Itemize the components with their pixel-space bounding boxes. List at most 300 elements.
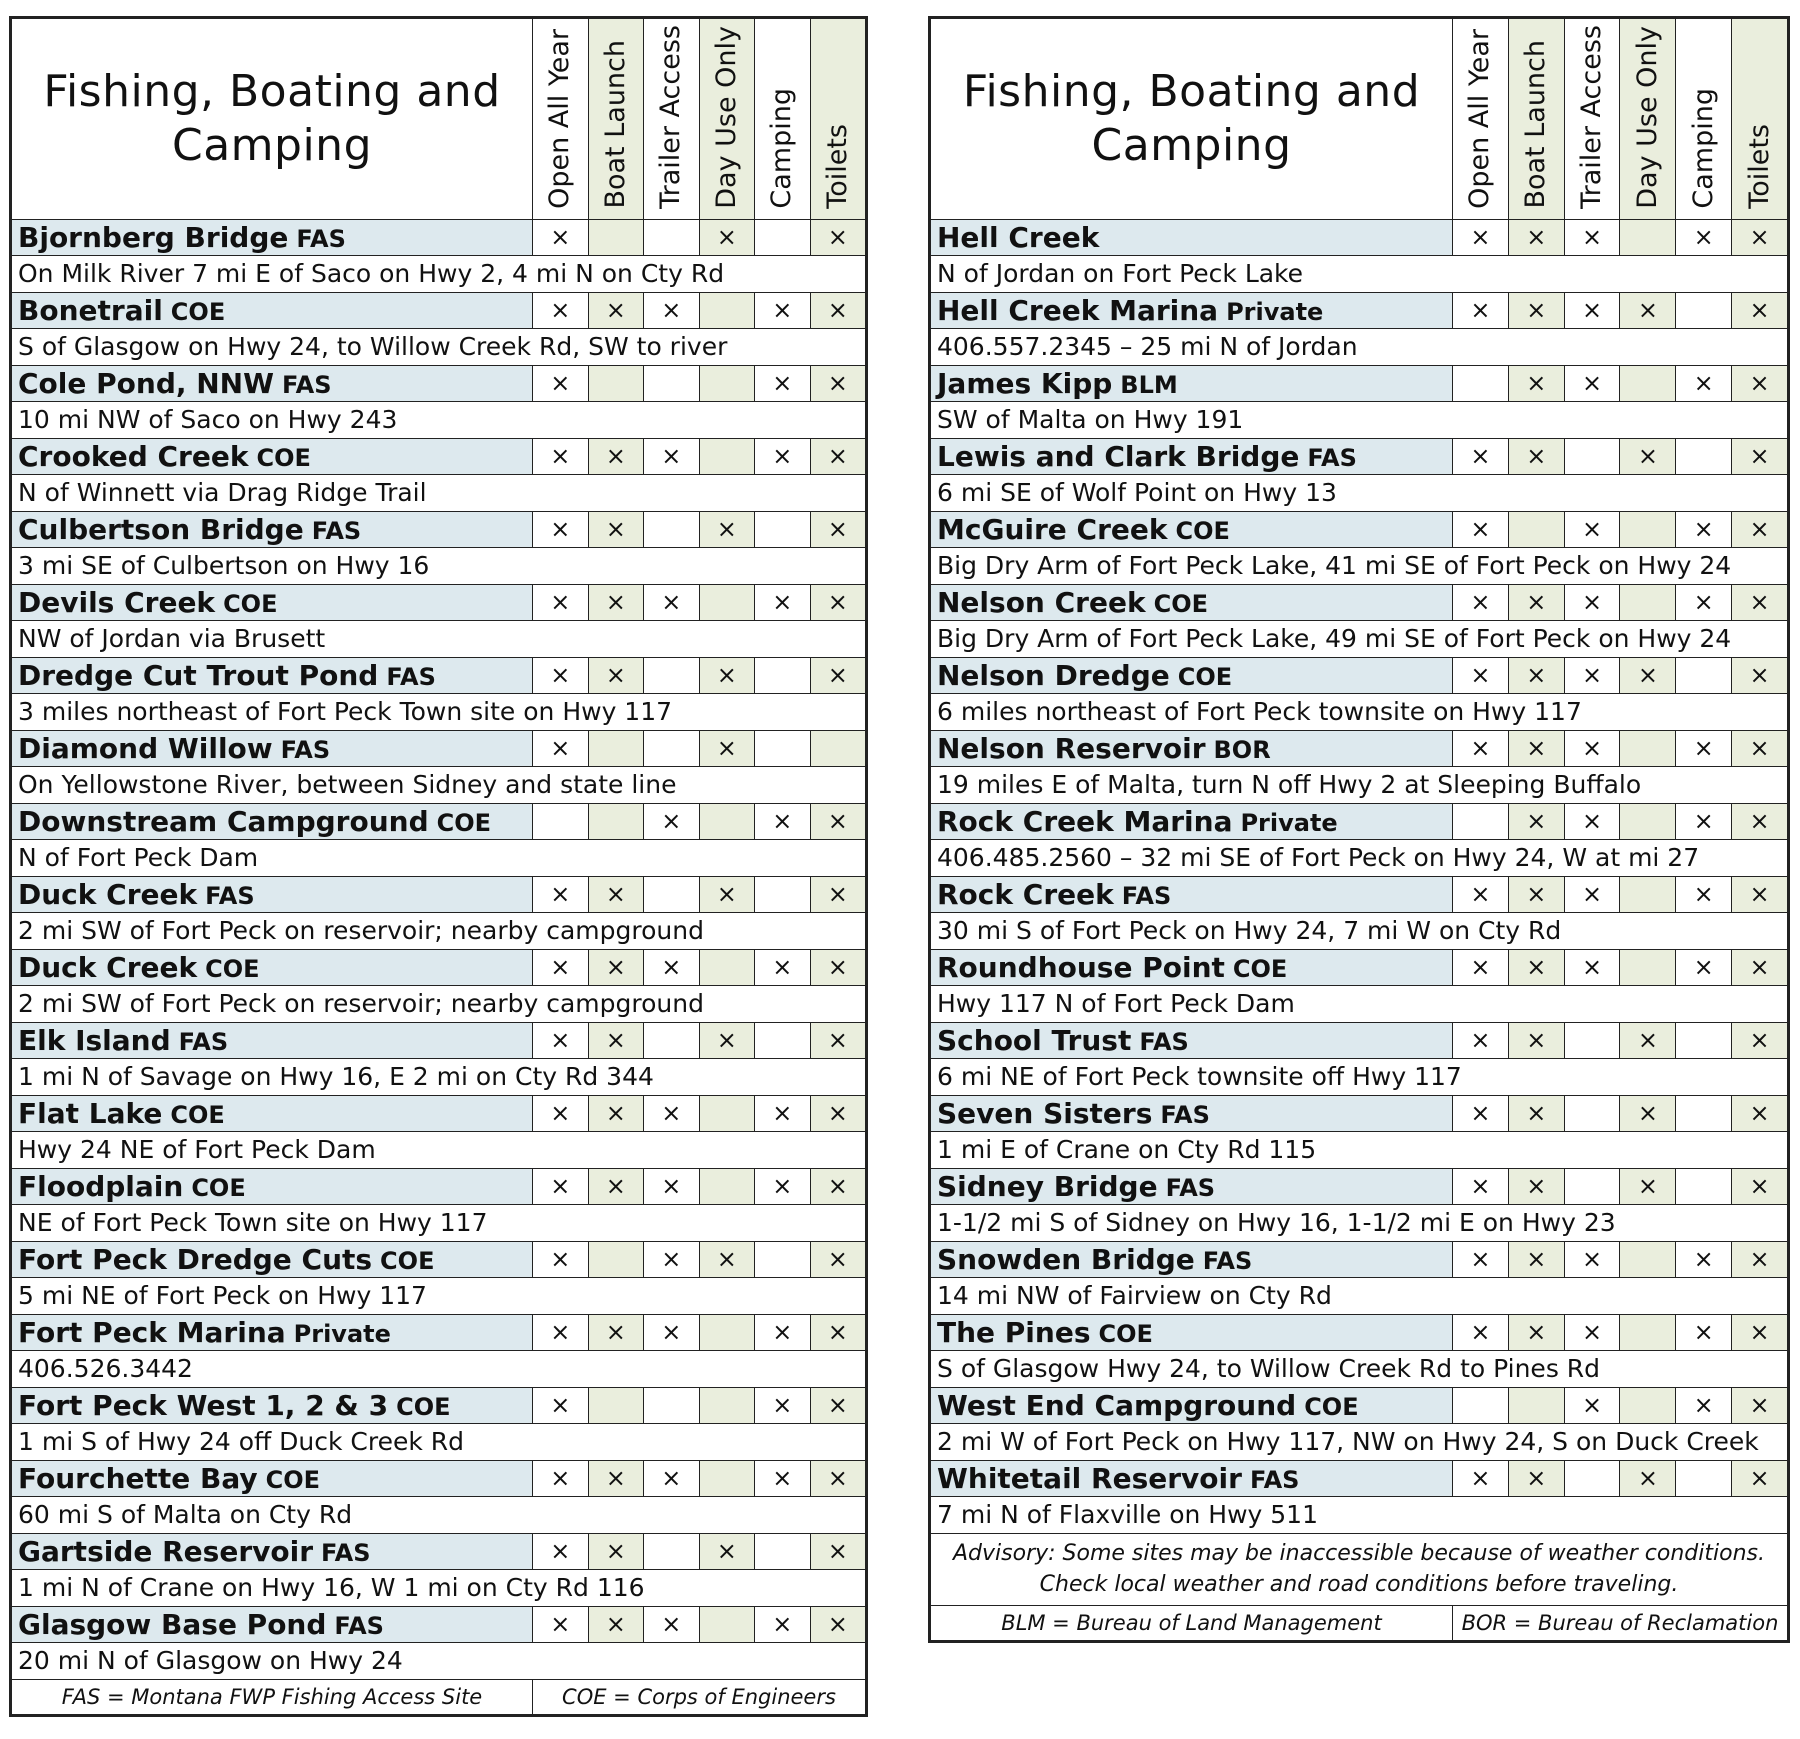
site-row [931,1460,1788,1496]
site-description: 1 mi E of Crane on Cty Rd 115 [931,1131,1788,1168]
check-mark: × [550,1318,571,1347]
amenity-mark [1564,584,1620,620]
site-name: Bonetrail [18,293,163,327]
check-mark: × [661,1610,682,1639]
site-description: 10 mi NW of Saco on Hwy 243 [12,401,866,438]
amenity-mark [533,1241,589,1277]
amenity-mark [1676,365,1732,401]
amenity-mark [1508,511,1564,547]
check-mark: × [1470,588,1491,617]
amenity-mark [588,365,644,401]
site-row [12,876,866,912]
site-description-row [931,1277,1788,1314]
site-agency: FAS [311,516,362,545]
check-mark: × [1749,223,1770,252]
site-description-row [931,1496,1788,1533]
amenity-mark [533,219,589,255]
check-mark: × [1582,661,1603,690]
amenity-mark [588,438,644,474]
amenity-mark [533,365,589,401]
site-description-row [12,1204,866,1241]
check-mark: × [1526,1318,1547,1347]
amenity-mark [755,803,811,839]
site-agency: COE [396,1392,451,1421]
right-panel [928,16,1790,1643]
amenity-mark [1620,657,1676,693]
site-name: Glasgow Base Pond [18,1607,327,1641]
check-mark: × [1582,1318,1603,1347]
check-mark: × [1470,953,1491,982]
site-name: Downstream Campground [18,804,429,838]
amenity-mark [1676,584,1732,620]
check-mark: × [827,1391,848,1420]
amenity-mark [755,584,811,620]
check-mark: × [1693,807,1714,836]
check-mark: × [1693,1391,1714,1420]
site-agency: FAS [178,1027,229,1056]
site-name: Elk Island [18,1023,171,1057]
check-mark: × [605,442,626,471]
amenity-mark [1620,1022,1676,1058]
amenity-mark [1453,1022,1509,1058]
amenity-mark [1732,1387,1788,1423]
check-mark: × [605,296,626,325]
amenity-mark [699,438,755,474]
check-mark: × [605,1610,626,1639]
check-mark: × [605,1537,626,1566]
amenity-mark [699,219,755,255]
amenity-mark [755,1606,811,1642]
check-mark: × [1637,1172,1658,1201]
check-mark: × [827,1537,848,1566]
check-mark: × [716,734,737,763]
amenity-mark [1564,292,1620,328]
amenity-mark [1564,1022,1620,1058]
site-name-cell [931,949,1453,985]
site-description-row [12,255,866,292]
amenity-mark [1676,1314,1732,1350]
site-agency: FAS [1121,881,1172,910]
site-agency: COE [1175,516,1230,545]
check-mark: × [1526,223,1547,252]
check-mark: × [605,953,626,982]
site-description-row [12,328,866,365]
amenity-mark [1732,1168,1788,1204]
site-description-row [12,1642,866,1679]
amenity-mark [588,730,644,766]
check-mark: × [827,661,848,690]
table-title: Fishing, Boating and Camping [931,19,1453,220]
amenity-mark [1508,365,1564,401]
site-description: 3 miles northeast of Fort Peck Town site on Hwy 117 [12,693,866,730]
site-description-row [931,693,1788,730]
site-name-cell [931,292,1453,328]
check-mark: × [1470,1245,1491,1274]
amenity-mark [588,1095,644,1131]
site-row [12,1606,866,1642]
check-mark: × [605,588,626,617]
amenity-mark [588,511,644,547]
site-name-cell [931,803,1453,839]
site-agency: FAS [205,881,255,910]
check-mark: × [550,223,571,252]
check-mark: × [772,588,793,617]
check-mark: × [1637,1099,1658,1128]
check-mark: × [1470,1318,1491,1347]
check-mark: × [1749,880,1770,909]
site-name: Fourchette Bay [18,1461,258,1495]
site-agency: FAS [1307,443,1357,472]
site-name: Nelson Reservoir [937,731,1206,765]
check-mark: × [550,515,571,544]
check-mark: × [716,1245,737,1274]
advisory-row [931,1533,1788,1605]
site-name: Dredge Cut Trout Pond [18,658,379,692]
check-mark: × [1749,1391,1770,1420]
check-mark: × [1526,734,1547,763]
site-name: Fort Peck West 1, 2 & 3 [18,1388,389,1422]
check-mark: × [605,880,626,909]
check-mark: × [827,1318,848,1347]
amenity-mark [810,803,866,839]
site-name-cell [931,438,1453,474]
amenity-mark [644,1095,700,1131]
site-description-row [12,1569,866,1606]
amenity-mark [1564,1387,1620,1423]
amenity-mark [1453,1460,1509,1496]
site-row [12,584,866,620]
legend-blm: BLM = Bureau of Land Management [931,1605,1453,1640]
check-mark: × [605,1464,626,1493]
site-name-cell [12,1460,533,1496]
amenity-mark [1453,949,1509,985]
amenity-mark [1620,438,1676,474]
site-description-row [931,912,1788,949]
site-row [931,584,1788,620]
site-name-cell [12,584,533,620]
amenity-mark [588,1533,644,1569]
check-mark: × [1749,661,1770,690]
site-name-cell [931,1241,1453,1277]
amenity-mark [588,657,644,693]
check-mark: × [772,1172,793,1201]
amenity-mark [1676,1387,1732,1423]
amenity-mark [533,949,589,985]
check-mark: × [1693,588,1714,617]
site-name: Sidney Bridge [937,1169,1158,1203]
check-mark: × [772,369,793,398]
check-mark: × [661,953,682,982]
check-mark: × [661,1099,682,1128]
site-name-cell [931,511,1453,547]
check-mark: × [716,661,737,690]
check-mark: × [1470,661,1491,690]
amenity-mark [699,1241,755,1277]
check-mark: × [1749,1026,1770,1055]
amenity-mark [755,1241,811,1277]
amenity-mark [1564,1168,1620,1204]
site-row [931,1387,1788,1423]
site-agency: Private [1240,808,1338,837]
site-description: N of Jordan on Fort Peck Lake [931,255,1788,292]
amenity-mark [1732,730,1788,766]
site-name-cell [12,1168,533,1204]
check-mark: × [1526,880,1547,909]
amenity-mark [1508,730,1564,766]
column-header-boat-launch: Boat Launch [588,19,644,220]
amenity-mark [1676,1168,1732,1204]
column-header-trailer-access: Trailer Access [1564,19,1620,220]
site-description-row [12,1496,866,1533]
check-mark: × [827,1464,848,1493]
table-header [931,19,1788,220]
site-agency: FAS [282,370,332,399]
site-description-row [12,1058,866,1095]
site-description: 6 mi NE of Fort Peck townsite off Hwy 117 [931,1058,1788,1095]
site-description: 20 mi N of Glasgow on Hwy 24 [12,1642,866,1679]
site-description: 6 mi SE of Wolf Point on Hwy 13 [931,474,1788,511]
site-agency: COE [265,1465,321,1494]
site-agency: COE [1304,1392,1359,1421]
check-mark: × [827,1610,848,1639]
check-mark: × [661,1245,682,1274]
site-name: Hell Creek [937,220,1100,254]
amenity-mark [644,876,700,912]
site-agency: COE [436,808,492,837]
check-mark: × [550,953,571,982]
site-name: Bjornberg Bridge [18,220,289,254]
amenity-mark [1564,657,1620,693]
check-mark: × [1637,296,1658,325]
site-name-cell [931,657,1453,693]
legend-row [931,1605,1788,1640]
advisory-note: Advisory: Some sites may be inaccessible because of weather conditions. Check local weather and road conditions before traveling. [931,1533,1788,1605]
site-description-row [12,401,866,438]
check-mark: × [1749,807,1770,836]
amenity-mark [699,1606,755,1642]
site-name-cell [12,511,533,547]
amenity-mark [810,584,866,620]
amenity-mark [1564,949,1620,985]
check-mark: × [550,1391,571,1420]
amenity-mark [1676,1095,1732,1131]
check-mark: × [550,1172,571,1201]
amenity-mark [1732,438,1788,474]
amenity-mark [1676,511,1732,547]
site-row [931,219,1788,255]
site-agency: COE [205,954,260,983]
amenity-mark [1564,1241,1620,1277]
check-mark: × [1526,1099,1547,1128]
site-name: Diamond Willow [18,731,273,765]
amenity-mark [533,438,589,474]
amenity-mark [1732,803,1788,839]
amenity-mark [755,511,811,547]
amenity-mark [699,730,755,766]
site-name-cell [931,1314,1453,1350]
amenity-mark [533,1387,589,1423]
check-mark: × [1470,515,1491,544]
amenity-mark [1453,438,1509,474]
site-name-cell [12,219,533,255]
amenity-mark [1508,657,1564,693]
site-name-cell [931,730,1453,766]
check-mark: × [772,1099,793,1128]
site-description: Hwy 117 N of Fort Peck Dam [931,985,1788,1022]
site-description: On Milk River 7 mi E of Saco on Hwy 2, 4 mi N on Cty Rd [12,255,866,292]
check-mark: × [1582,296,1603,325]
check-mark: × [1470,1172,1491,1201]
sites-body-right [931,219,1788,1533]
site-agency: COE [1153,589,1208,618]
amenity-mark [699,1095,755,1131]
amenity-mark [588,1168,644,1204]
amenity-mark [1676,219,1732,255]
amenity-mark [1676,292,1732,328]
check-mark: × [661,1318,682,1347]
site-agency: BLM [1120,370,1178,399]
site-description-row [12,1423,866,1460]
column-header-boat-launch: Boat Launch [1508,19,1564,220]
site-row [931,365,1788,401]
site-description-row [12,620,866,657]
amenity-mark [1676,1022,1732,1058]
legend-fas: FAS = Montana FWP Fishing Access Site [12,1679,533,1714]
site-name-cell [931,1022,1453,1058]
amenity-mark [810,657,866,693]
site-description: 2 mi W of Fort Peck on Hwy 117, NW on Hwy 24, S on Duck Creek [931,1423,1788,1460]
amenity-mark [1620,1095,1676,1131]
site-description-row [12,985,866,1022]
amenity-mark [755,292,811,328]
site-description: S of Glasgow Hwy 24, to Willow Creek Rd to Pines Rd [931,1350,1788,1387]
site-name-cell [12,1022,533,1058]
site-agency: FAS [280,735,331,764]
amenity-mark [1732,876,1788,912]
amenity-mark [699,1387,755,1423]
check-mark: × [661,807,682,836]
check-mark: × [1749,1318,1770,1347]
amenity-mark [644,803,700,839]
site-agency: Private [1226,297,1324,326]
check-mark: × [1749,734,1770,763]
amenity-mark [1508,219,1564,255]
site-description-row [931,474,1788,511]
site-name: Culbertson Bridge [18,512,304,546]
check-mark: × [1749,1172,1770,1201]
check-mark: × [1582,807,1603,836]
check-mark: × [605,1172,626,1201]
amenity-mark [1508,1387,1564,1423]
check-mark: × [1526,807,1547,836]
check-mark: × [772,953,793,982]
site-row [12,438,866,474]
check-mark: × [1749,515,1770,544]
amenity-mark [1453,876,1509,912]
check-mark: × [1470,880,1491,909]
amenity-mark [1453,292,1509,328]
amenity-mark [699,584,755,620]
amenity-mark [588,1387,644,1423]
check-mark: × [1693,1318,1714,1347]
check-mark: × [827,1099,848,1128]
amenity-mark [1676,949,1732,985]
amenity-mark [699,511,755,547]
site-description: 1 mi S of Hwy 24 off Duck Creek Rd [12,1423,866,1460]
site-name-cell [12,1533,533,1569]
check-mark: × [550,296,571,325]
check-mark: × [827,223,848,252]
site-description-row [931,1423,1788,1460]
amenity-mark [810,1241,866,1277]
check-mark: × [716,880,737,909]
amenity-mark [755,1095,811,1131]
amenity-mark [644,949,700,985]
site-description-row [931,985,1788,1022]
amenity-mark [644,1241,700,1277]
amenity-mark [1620,1387,1676,1423]
site-name: Fort Peck Dredge Cuts [18,1242,373,1276]
site-name: Lewis and Clark Bridge [937,439,1300,473]
amenity-mark [1453,803,1509,839]
check-mark: × [1470,1099,1491,1128]
site-description: 3 mi SE of Culbertson on Hwy 16 [12,547,866,584]
check-mark: × [772,442,793,471]
site-name-cell [931,365,1453,401]
amenity-mark [1620,219,1676,255]
check-mark: × [772,1391,793,1420]
column-header-trailer-access: Trailer Access [644,19,700,220]
amenity-mark [1564,876,1620,912]
column-header-day-use-only: Day Use Only [1620,19,1676,220]
check-mark: × [1693,515,1714,544]
site-row [12,1022,866,1058]
site-agency: FAS [334,1611,384,1640]
amenity-mark [755,1022,811,1058]
site-description: 1 mi N of Crane on Hwy 16, W 1 mi on Cty Rd 116 [12,1569,866,1606]
amenity-mark [588,292,644,328]
amenity-mark [1732,1241,1788,1277]
check-mark: × [1693,953,1714,982]
site-name: James Kipp [937,366,1113,400]
amenity-mark [1453,1314,1509,1350]
check-mark: × [605,1026,626,1055]
amenity-mark [755,1460,811,1496]
site-row [12,1460,866,1496]
amenity-mark [1508,438,1564,474]
site-agency: FAS [386,662,436,691]
check-mark: × [550,661,571,690]
amenity-mark [755,657,811,693]
check-mark: × [716,515,737,544]
amenity-mark [533,292,589,328]
site-agency: COE [223,589,278,618]
left-panel [9,16,868,1717]
site-name-cell [12,1241,533,1277]
amenity-mark [644,1314,700,1350]
amenity-mark [699,876,755,912]
site-row [12,949,866,985]
check-mark: × [1526,1245,1547,1274]
check-mark: × [1526,369,1547,398]
check-mark: × [550,1464,571,1493]
check-mark: × [1693,369,1714,398]
site-name-cell [12,803,533,839]
amenity-mark [1732,292,1788,328]
site-name-cell [12,438,533,474]
site-description-row [931,1058,1788,1095]
amenity-mark [533,511,589,547]
